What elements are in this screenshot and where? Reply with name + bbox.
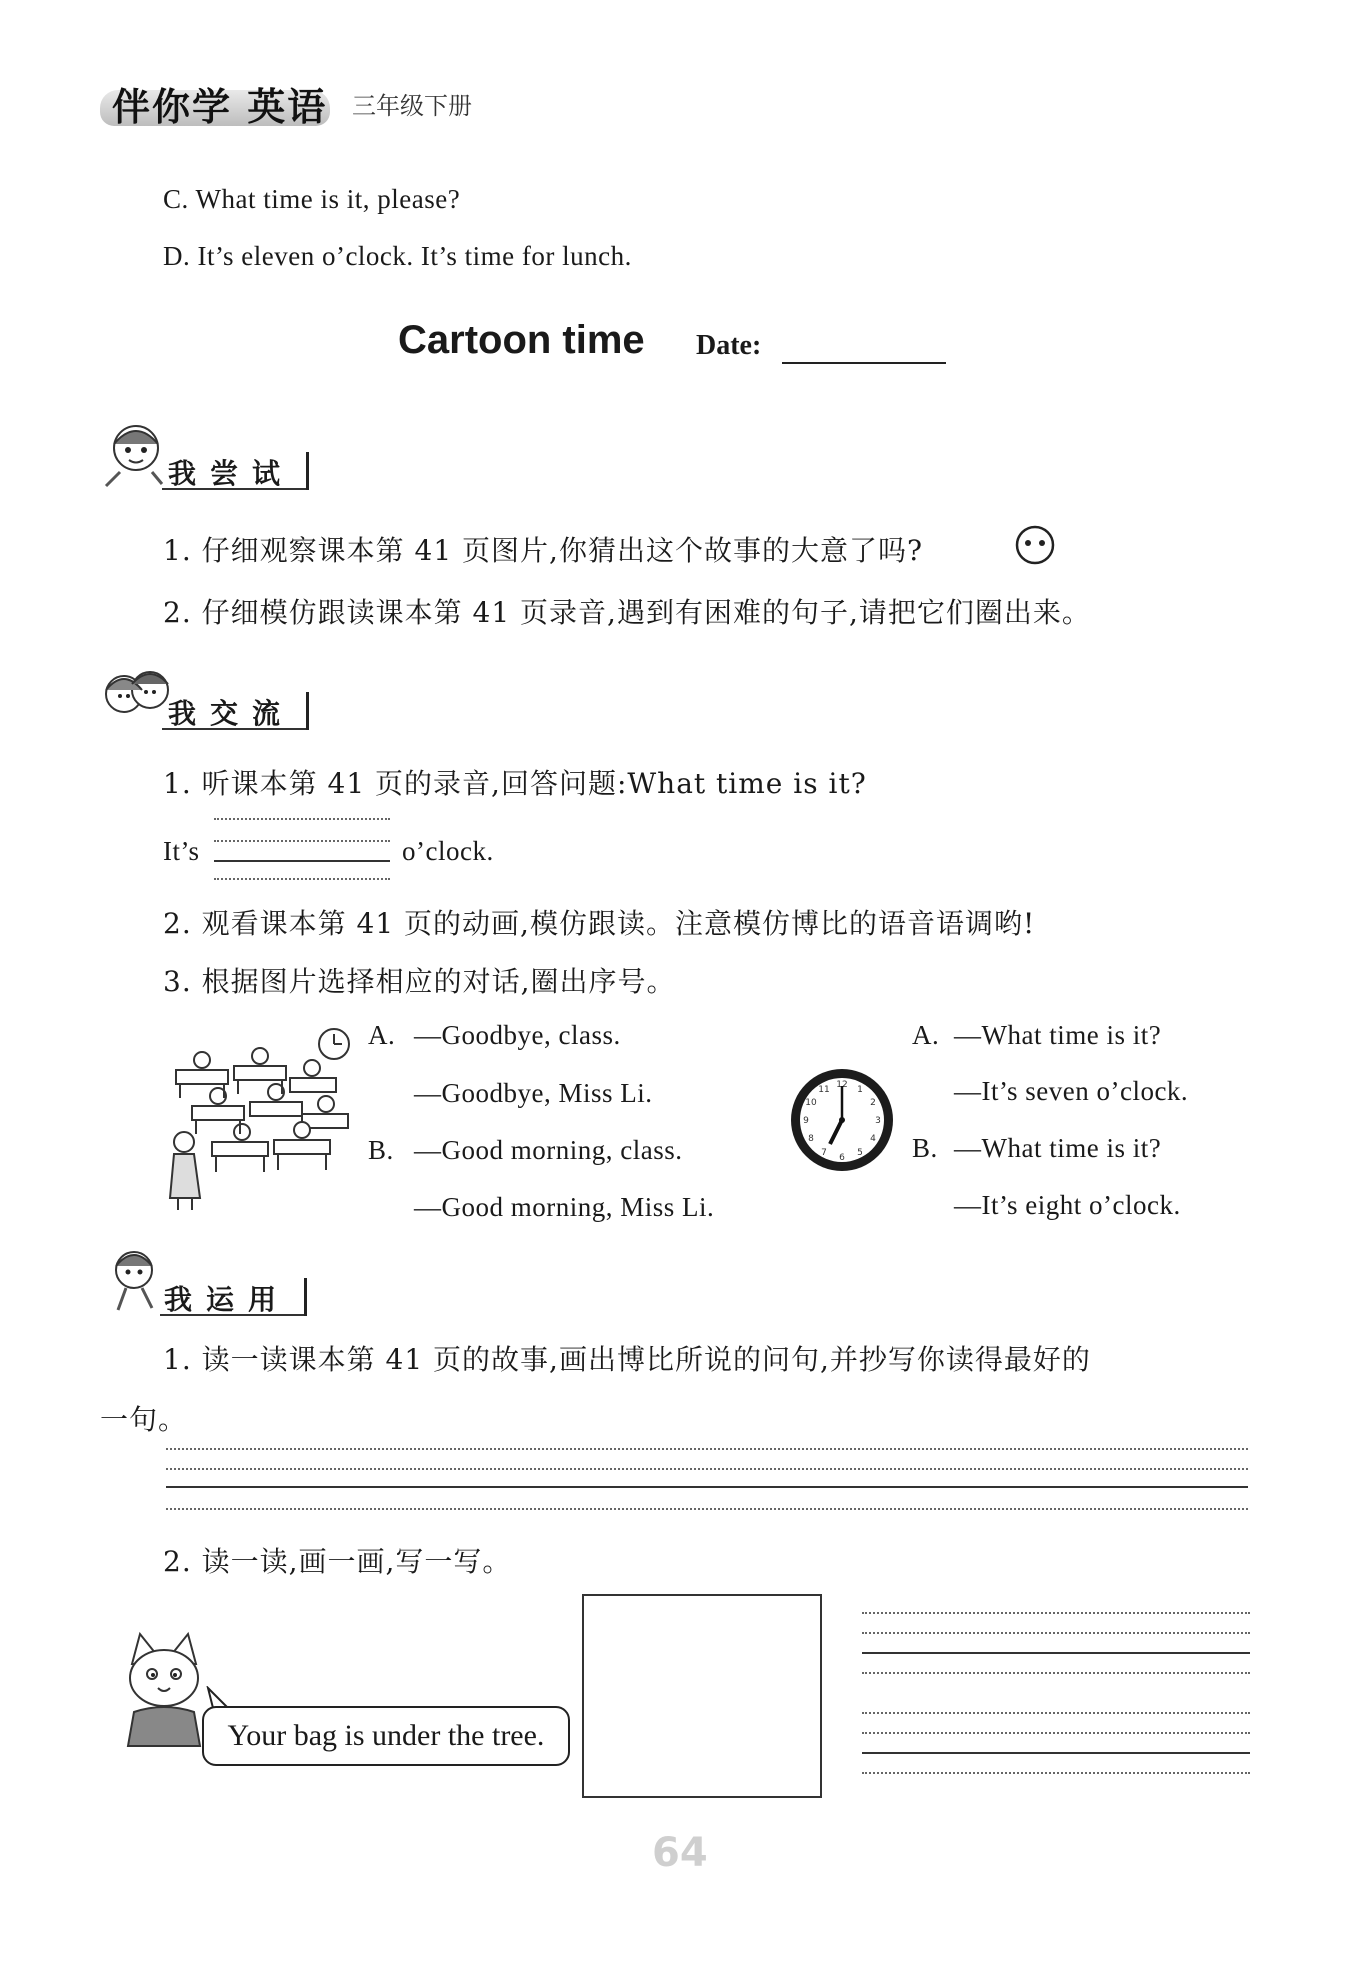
right-option-a-letter[interactable]: A. [912, 1020, 940, 1050]
page-title: Cartoon time [398, 318, 645, 362]
drawing-box[interactable] [582, 1594, 822, 1798]
write-guide-6 [862, 1772, 1250, 1774]
left-option-b-line1: —Good morning, class. [414, 1135, 683, 1165]
right-option-b-line2: —It’s eight o’clock. [954, 1190, 1181, 1220]
clock-icon [788, 1066, 896, 1174]
svg-text:10: 10 [805, 1098, 817, 1108]
try-item-2: 2. 仔细模仿跟读课本第 41 页录音,遇到有困难的句子,请把它们圈出来。 [163, 596, 1091, 629]
thinking-face-icon [1014, 524, 1056, 566]
left-option-b-line2: —Good morning, Miss Li. [414, 1192, 715, 1222]
right-option-a-line1: —What time is it? [954, 1020, 1162, 1050]
left-option-a-line2: —Goodbye, Miss Li. [414, 1078, 653, 1108]
section-communicate-underline [162, 728, 308, 730]
section-apply-title: 我运用 [164, 1283, 291, 1316]
svg-text:1: 1 [857, 1085, 863, 1095]
write-line-1[interactable] [862, 1652, 1250, 1654]
kids-mascot-icon [96, 654, 178, 732]
right-option-b-letter[interactable]: B. [912, 1133, 938, 1163]
answer-guide-bottom [214, 878, 390, 880]
girl-mascot-icon [96, 414, 174, 492]
page-number: 64 [652, 1830, 708, 1876]
answer-guide-top [214, 818, 390, 820]
right-option-a-line2: —It’s seven o’clock. [954, 1076, 1189, 1106]
book-brand: 伴你学 英语 [112, 85, 328, 129]
write-guide-3 [862, 1672, 1250, 1674]
try-item-1: 1. 仔细观察课本第 41 页图片,你猜出这个故事的大意了吗? [163, 534, 923, 567]
write-guide-2 [862, 1632, 1250, 1634]
grade-label: 三年级下册 [352, 92, 472, 120]
copy-guide-top [166, 1448, 1248, 1450]
left-option-b-letter[interactable]: B. [368, 1135, 394, 1165]
communicate-q1: 1. 听课本第 41 页的录音,回答问题:What time is it? [163, 767, 867, 800]
cat-mascot-icon [118, 1628, 210, 1748]
svg-text:2: 2 [870, 1098, 876, 1108]
apply-q1-line2: 一句。 [100, 1403, 188, 1436]
copy-guide-bottom [166, 1508, 1248, 1510]
left-option-a-line1: —Goodbye, class. [414, 1020, 621, 1050]
svg-text:4: 4 [870, 1134, 876, 1144]
write-guide-1 [862, 1612, 1250, 1614]
write-guide-4 [862, 1712, 1250, 1714]
section-try-bar [306, 452, 309, 490]
svg-text:6: 6 [839, 1153, 845, 1163]
communicate-q2: 2. 观看课本第 41 页的动画,模仿跟读。注意模仿博比的语音语调哟! [163, 907, 1036, 940]
apply-q1-line1: 1. 读一读课本第 41 页的故事,画出博比所说的问句,并抄写你读得最好的 [163, 1343, 1091, 1376]
copy-guide-mid [166, 1468, 1248, 1470]
svg-text:9: 9 [803, 1116, 809, 1126]
option-d: D. It’s eleven o’clock. It’s time for lunch. [163, 241, 632, 271]
right-option-b-line1: —What time is it? [954, 1133, 1162, 1163]
option-c: C. What time is it, please? [163, 184, 461, 214]
svg-text:5: 5 [857, 1148, 863, 1158]
answer-guide-mid [214, 840, 390, 842]
write-line-2[interactable] [862, 1752, 1250, 1754]
write-guide-5 [862, 1732, 1250, 1734]
svg-text:3: 3 [875, 1116, 881, 1126]
copy-line[interactable] [166, 1486, 1248, 1488]
svg-text:11: 11 [818, 1085, 830, 1095]
left-option-a-letter[interactable]: A. [368, 1020, 396, 1050]
answer-blank[interactable] [214, 860, 390, 862]
svg-text:12: 12 [836, 1080, 848, 1090]
speech-bubble: Your bag is under the tree. [202, 1706, 570, 1766]
answer-suffix: o’clock. [402, 836, 494, 866]
apply-q2: 2. 读一读,画一画,写一写。 [163, 1545, 512, 1578]
section-communicate-bar [306, 692, 309, 730]
svg-text:7: 7 [821, 1148, 827, 1158]
answer-prefix: It’s [163, 836, 200, 866]
section-try-underline [162, 488, 308, 490]
section-communicate-title: 我交流 [168, 697, 295, 730]
date-blank[interactable] [782, 362, 946, 364]
classroom-illustration [162, 1022, 352, 1212]
communicate-q3: 3. 根据图片选择相应的对话,圈出序号。 [163, 965, 676, 998]
section-apply-bar [304, 1278, 307, 1316]
section-apply-underline [160, 1314, 306, 1316]
girl-mascot-small-icon [104, 1240, 166, 1316]
section-try-title: 我尝试 [168, 457, 295, 490]
date-label: Date: [696, 330, 762, 361]
svg-text:8: 8 [808, 1134, 814, 1144]
